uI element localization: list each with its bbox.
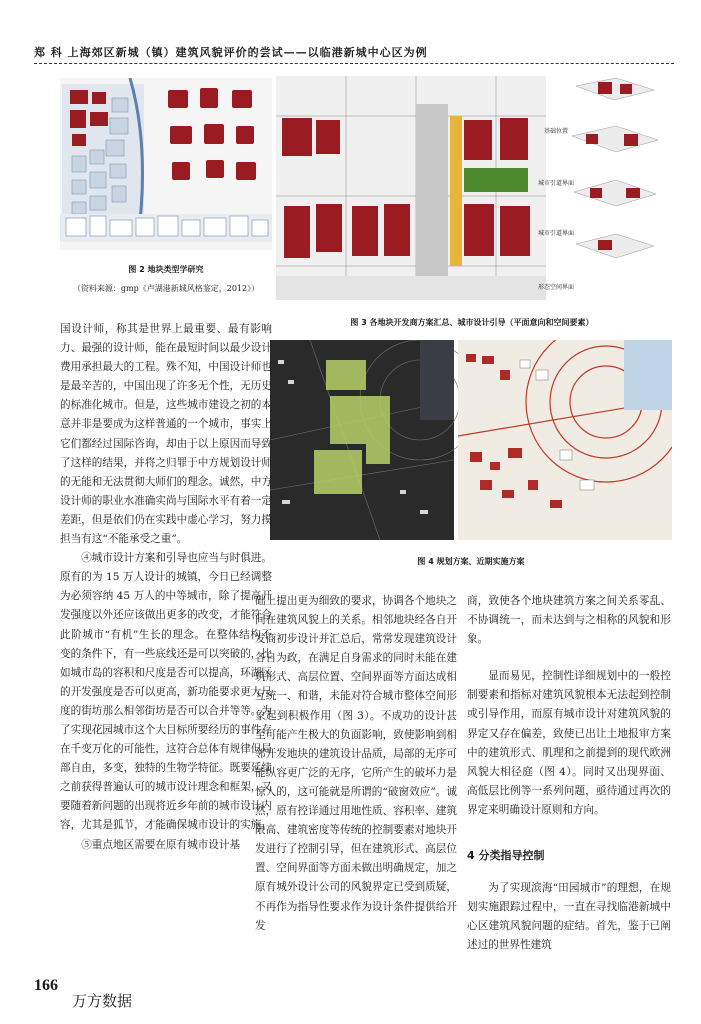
- figure-4-caption: 图 4 规划方案、近期实施方案: [417, 557, 525, 566]
- middle-paragraph-1: 础上提出更为细致的要求，协调各个地块之间在建筑风貌上的关系。相邻地块经各自开发商初步设计并汇总后，常常发现建筑设计各自为政，在满足自身需求的同时未能在建筑形式、高层位置、空间界面等方面达成相互统一、和谐，未能对符合城市整体空间形象起到积极作用（图 3）。不成功的设计甚至可能产生极大的负面影响，致使影响到相邻开发地块的建筑设计品质，局部的无序可能纵容更广泛的无序，它所产生的破坏力是惊人的，这可能就是所谓的“破窗效应”。诚然，原有控详通过用地性质、容积率、建筑限高、建筑密度等传统的控制要素对地块开发进行了控制引导，但在建筑形式、高层位置、空间界面等方面未做出明确规定，加之原有城外设计公司的风貌界定已受到质疑，不再作为指导性要求作为设计条件提供给开发: [255, 595, 457, 932]
- figure-3-label-3: 城市引道界面: [537, 230, 574, 237]
- figure-3-label-4: 形态空间界面: [537, 284, 574, 291]
- right-paragraph-1: 商，致使各个地块建筑方案之间关系零乱、不协调统一，而未达到与之相称的风貌和形象。: [467, 595, 671, 646]
- figure-4-image: [270, 340, 672, 540]
- typology-study-drawing: [60, 78, 272, 250]
- figure-3-caption: 图 3 各地块开发商方案汇总、城市设计引导（平面意向和空间要素）: [350, 318, 594, 327]
- figure-3-label-2: 城市引道界面: [537, 180, 574, 187]
- plan-and-implementation-drawing: [270, 340, 672, 540]
- left-paragraph-2: ④城市设计方案和引导也应当与时俱进。原有的为 15 万人设计的城镇，今日已经调整为必须容纳 45 万人的中等城市，除了提高开发强度以外还应该做出更多的改变，才能符合此阶城市“有机”生长的理念。在整体结构不变的条件下，有一些底线还是可以突破的，比如城市岛的容积和尺度是否可以提高，环湖区的开发强度是否可以更高，新功能要求更大尺度的街坊那么相邻街坊是否可以合并等等。为了实现花园城市这个大目标所要经历的事件存在千变万化的可能性，这符合总体有规律但局部自由，多变，独特的生物学特征。既要延续之前获得普遍认可的城市设计理念和框架，又要随着新问题的出现将近乡年前的城市设计内容，尤其是狐节，才能确保城市设计的实施。: [60, 552, 272, 832]
- figure-3-image: [276, 76, 668, 300]
- figure-2-image: [60, 78, 272, 250]
- header-rule: [34, 63, 674, 64]
- left-paragraph-3: ⑤重点地区需要在原有城市设计基: [81, 838, 241, 851]
- left-column: [60, 320, 272, 855]
- developer-schemes-drawing: [276, 76, 668, 300]
- right-paragraph-2: 显而易见，控制性详细规划中的一般控制要素和指标对建筑风貌根本无法起到控制或引导作用，而原有城市设计对建筑风貌的界定又存在偏差，致使已出让土地报审方案中的建筑形式、肌理和之前提到的现代欧洲风貌大相径庭（图 4）。同时又出现界面、高低层比例等一系列问题，亟待通过再次的界定来明确设计原则和方向。: [467, 670, 671, 816]
- figure-3-label-1: 基础位置: [543, 128, 568, 135]
- right-paragraph-3: 为了实现滨海“田园城市”的理想，在规划实施跟踪过程中，一直在寻找临港新城中心区建筑风貌问题的症结。首先，鉴于已阐述过的世界性建筑: [467, 882, 671, 952]
- right-column: [467, 592, 671, 956]
- page-number: 166: [34, 977, 58, 994]
- middle-column: [255, 592, 457, 936]
- figure-2-source: （资料来源：gmp《卢湖港新城风格鉴定，2012》）: [72, 284, 260, 293]
- running-header: 郑 科 上海郊区新城（镇）建筑风貌评价的尝试——以临港新城中心区为例: [34, 46, 428, 59]
- section-4-heading: 4 分类指导控制: [467, 849, 545, 863]
- figure-2-caption: 图 2 地块类型学研究: [128, 265, 204, 274]
- left-paragraph-1: 国设计师，称其是世界上最重要、最有影响力、最强的设计师，能在最短时间以最少设计费用承担最大的工程。殊不知，中国设计师也是最辛苦的，中国出现了许多无个性，无历史的标准化城市。但是，这些城市建设之初的本意并非是要成为这样普通的一个城市，事实上它们都经过国际咨询，却由于以上原因而导致了这样的结果，并将之归罪于中方规划设计师的无能和无法贯彻大师们的理念。诚然，中方设计师的职业水准确实尚与国际水平有着一定差距，但是依们仍在实践中虚心学习，努力摸担当有这“不能承受之重”。: [60, 323, 272, 546]
- wanfang-watermark: 万方数据: [72, 992, 133, 1010]
